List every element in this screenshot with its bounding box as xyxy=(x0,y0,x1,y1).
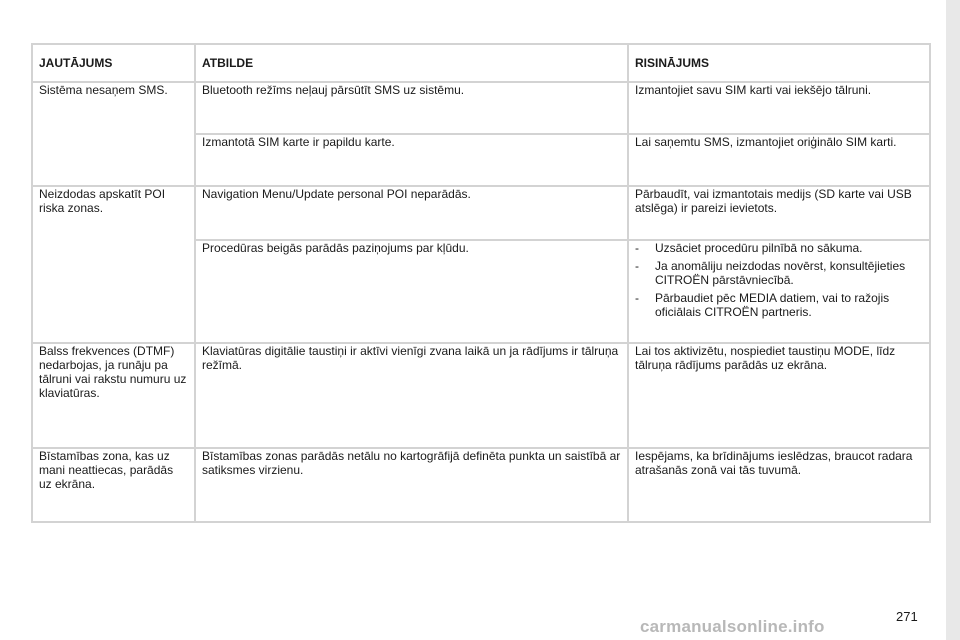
answer-cell: Navigation Menu/Update personal POI neparādās. xyxy=(195,186,628,240)
header-solution: RISINĀJUMS xyxy=(628,44,930,82)
solution-cell: Izmantojiet savu SIM karti vai iekšējo tālruni. xyxy=(628,82,930,134)
solution-cell: Lai tos aktivizētu, nospiediet taustiņu MODE, līdz tālruņa rādījums parādās uz ekrāna. xyxy=(628,343,930,448)
list-item-text: Pārbaudiet pēc MEDIA datiem, vai to ražojis oficiālais CITROËN partneris. xyxy=(655,291,890,319)
list-item: - Ja anomāliju neizdodas novērst, konsultējieties CITROËN pārstāvniecībā. xyxy=(635,259,906,287)
list-item-text: Uzsāciet procedūru pilnībā no sākuma. xyxy=(655,241,863,255)
table-row xyxy=(32,186,930,240)
solution-cell: Iespējams, ka brīdinājums ieslēdzas, braucot radara atrašanās zonā vai tās tuvumā. xyxy=(628,448,930,522)
solution-cell: Pārbaudīt, vai izmantotais medijs (SD karte vai USB atslēga) ir pareizi ievietots. xyxy=(628,186,930,240)
question-cell: Bīstamības zona, kas uz mani neattiecas, parādās uz ekrāna. xyxy=(32,448,195,522)
answer-cell: Klaviatūras digitālie taustiņi ir aktīvi vienīgi zvana laikā un ja rādījums ir tālruņa režīmā. xyxy=(195,343,628,448)
solution-list xyxy=(635,241,923,319)
answer-cell: Bīstamības zonas parādās netālu no kartogrāfijā definēta punkta un saistībā ar satiksmes virzienu. xyxy=(195,448,628,522)
list-item-text: Ja anomāliju neizdodas novērst, konsultējieties CITROËN pārstāvniecībā. xyxy=(655,259,906,287)
question-cell: Sistēma nesaņem SMS. xyxy=(32,82,195,186)
page-number: 271 xyxy=(896,609,918,624)
table-row xyxy=(32,82,930,134)
page-edge-strip xyxy=(946,0,960,640)
solution-cell xyxy=(628,240,930,343)
header-answer: ATBILDE xyxy=(195,44,628,82)
watermark: carmanualsonline.info xyxy=(640,617,825,636)
faq-table xyxy=(31,43,931,523)
list-item: - Pārbaudiet pēc MEDIA datiem, vai to ražojis oficiālais CITROËN partneris. xyxy=(635,291,890,319)
table-row xyxy=(32,448,930,522)
table-row xyxy=(32,343,930,448)
question-cell: Neizdodas apskatīt POI riska zonas. xyxy=(32,186,195,343)
question-cell: Balss frekvences (DTMF) nedarbojas, ja runāju pa tālruni vai rakstu numuru uz klaviatūras. xyxy=(32,343,195,448)
answer-cell: Procedūras beigās parādās paziņojums par kļūdu. xyxy=(195,240,628,343)
table-header-row xyxy=(32,44,930,82)
header-question: JAUTĀJUMS xyxy=(32,44,195,82)
list-item: - Uzsāciet procedūru pilnībā no sākuma. xyxy=(635,241,863,255)
answer-cell: Bluetooth režīms neļauj pārsūtīt SMS uz sistēmu. xyxy=(195,82,628,134)
solution-cell: Lai saņemtu SMS, izmantojiet oriģinālo SIM karti. xyxy=(628,134,930,186)
answer-cell: Izmantotā SIM karte ir papildu karte. xyxy=(195,134,628,186)
